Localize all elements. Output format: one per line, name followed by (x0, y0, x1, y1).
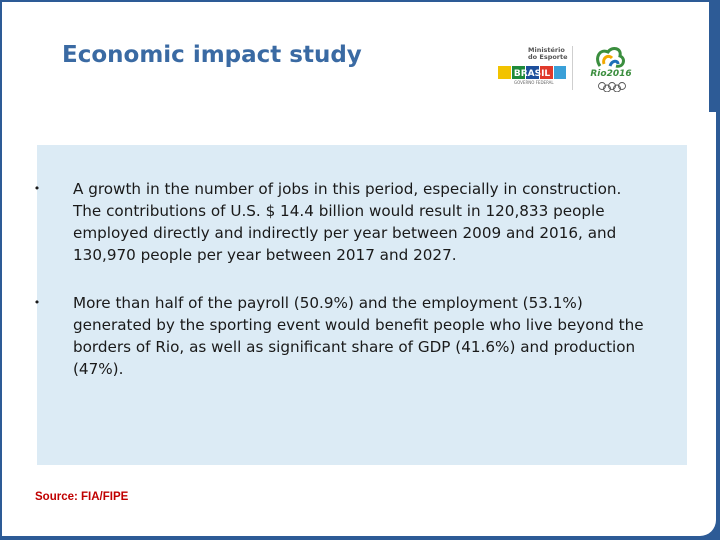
bullet-line: employed directly and indirectly per year between 2009 and 2016, and (73, 224, 617, 242)
bullet-line: borders of Rio, as well as significant share of GDP (41.6%) and production (73, 338, 636, 356)
bullet-marker: • (33, 296, 41, 309)
bullet-text (73, 292, 673, 380)
header-logos (498, 44, 648, 94)
bullet-line: (47%). (73, 360, 124, 378)
olympic-rings-icon (597, 82, 627, 92)
brasil-logo (498, 66, 566, 79)
source-note: Source: FIA/FIPE (35, 491, 129, 503)
ministry-logo-text: Ministério do Esporte (528, 46, 568, 61)
bullet-line: A growth in the number of jobs in this period, especially in construction. (73, 180, 622, 198)
rio2016-wordmark: Rio2016 (590, 69, 632, 79)
rio2016-emblem-icon (590, 44, 630, 70)
brasil-word: BRASIL (513, 69, 551, 79)
bullet-line: generated by the sporting event would benefit people who live beyond the (73, 316, 644, 334)
brasil-subtitle: GOVERNO FEDERAL (514, 80, 554, 85)
slide (2, 2, 716, 536)
slide-frame-edge (709, 2, 716, 112)
bullet-line: The contributions of U.S. $ 14.4 billion would result in 120,833 people (73, 202, 605, 220)
content-box (33, 145, 687, 465)
bullet-line: More than half of the payroll (50.9%) and the employment (53.1%) (73, 294, 583, 312)
bullet-marker: • (33, 182, 41, 195)
bullet-text (73, 178, 673, 266)
logo-divider (572, 46, 573, 90)
slide-title: Economic impact study (62, 42, 362, 68)
bullet-line: 130,970 people per year between 2017 and 2027. (73, 246, 457, 264)
